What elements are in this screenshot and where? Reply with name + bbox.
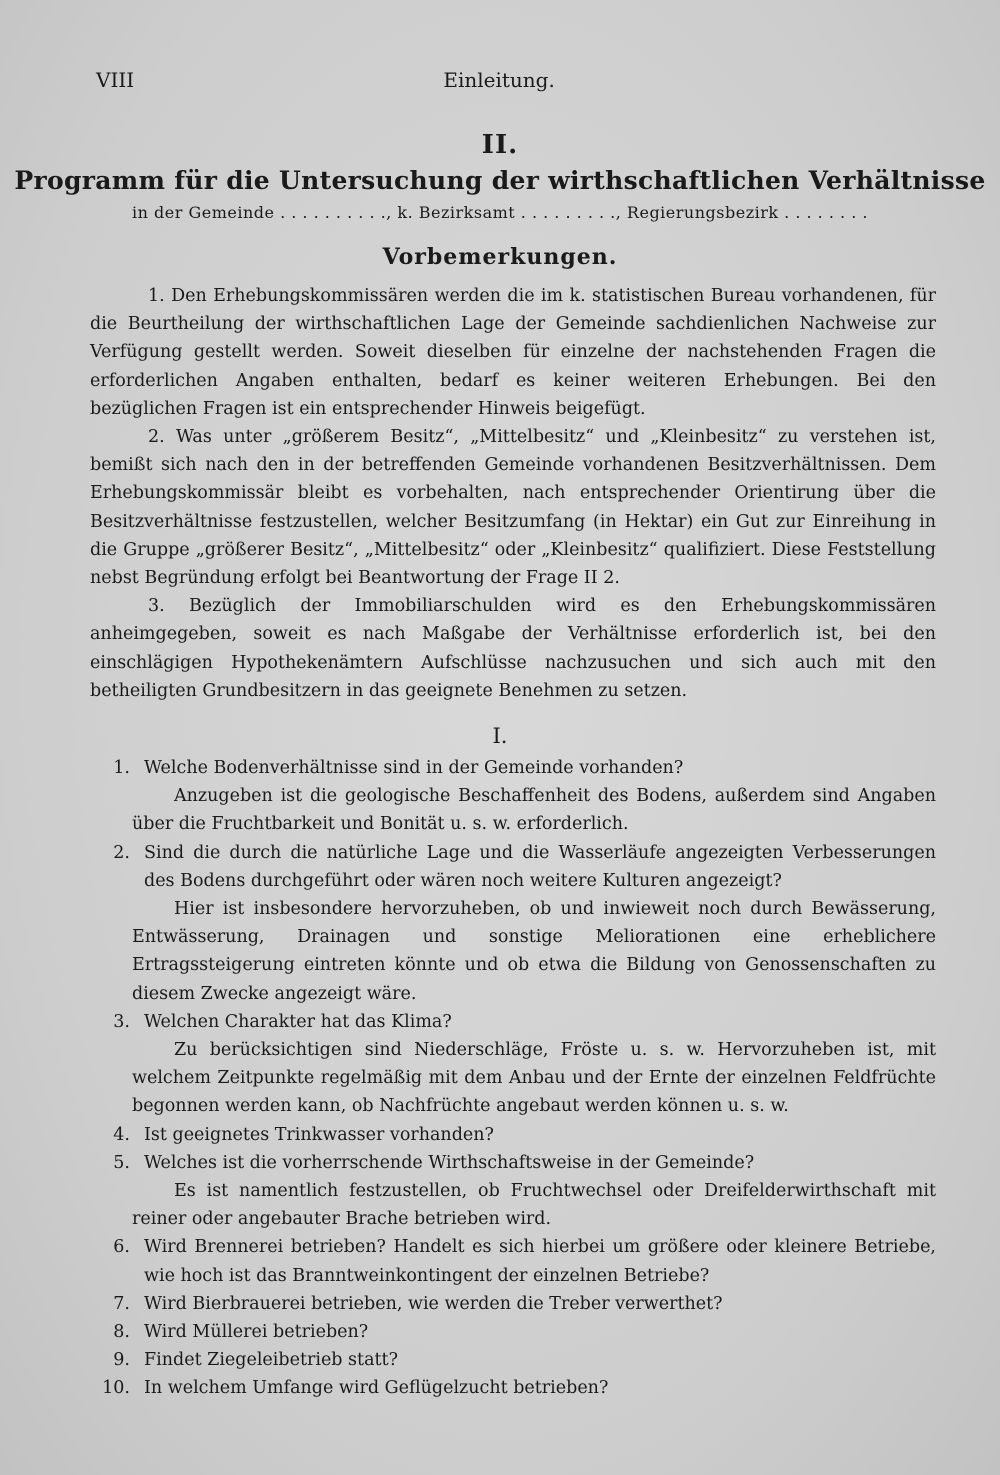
question-note: Anzugeben ist die geologische Beschaffenheit des Bodens, außerdem sind Angaben über die Fruchtbarkeit und Bonität u. s. w. erforderlich.: [132, 786, 936, 835]
preliminary-remarks: [90, 282, 936, 705]
question-item: [90, 1290, 936, 1318]
question-text: Wird Bierbrauerei betrieben, wie werden die Treber verwerthet?: [144, 1293, 723, 1314]
part-heading: I.: [492, 724, 508, 748]
question-text: Wird Brennerei betrieben? Handelt es sich hierbei um größere oder kleinere Betriebe, wie hoch ist das Branntweinkontingent der einzelnen Betriebe?: [144, 1237, 936, 1286]
section-number: II.: [481, 130, 519, 160]
running-title: Einleitung.: [443, 68, 555, 92]
question-item: [90, 1121, 936, 1149]
page-number: VIII: [96, 68, 135, 92]
question-number: 3.: [113, 1011, 130, 1032]
preliminary-paragraph: 2. Was unter „größerem Besitz“, „Mittelbesitz“ und „Kleinbesitz“ zu verstehen ist, bemißt sich nach den in der betreffenden Gemeinde vorhandenen Besitzverhältnissen. Dem Erhebungskommissär bleibt es vorbehalten, nach entsprechender Orientirung über die Besitzverhältnisse festzustellen, welcher Besitzumfang (in Hektar) ein Gut zur Einreihung in die Gruppe „größerer Besitz“, „Mittelbesitz“ oder „Kleinbesitz“ qualifiziert. Diese Feststellung nebst Begründung erfolgt bei Beantwortung der Frage II 2.: [90, 427, 936, 589]
document-title: Programm für die Untersuchung der wirthschaftlichen Verhältnisse: [14, 166, 986, 195]
question-number: 7.: [113, 1293, 130, 1314]
question-text: Welchen Charakter hat das Klima?: [144, 1011, 452, 1032]
question-number: 2.: [113, 842, 130, 863]
preliminary-heading: Vorbemerkungen.: [382, 244, 618, 270]
question-number: 8.: [113, 1322, 130, 1343]
preliminary-paragraph: 3. Bezüglich der Immobiliarschulden wird es den Erhebungskommissären anheimgegeben, soweit es nach Maßgabe der Verhältnisse erforderlich ist, bei den einschlägigen Hypothekenämtern Aufschlüsse nachzusuchen und sich auch mit den betheiligten Grundbesitzern in das geeignete Benehmen zu setzen.: [90, 596, 936, 701]
question-number: 4.: [113, 1124, 130, 1145]
question-item: [90, 1149, 936, 1234]
question-text: Ist geeignetes Trinkwasser vorhanden?: [144, 1124, 494, 1145]
question-item: [90, 839, 936, 1008]
question-item: [90, 1374, 936, 1402]
question-number: 1.: [113, 758, 130, 778]
preliminary-paragraph: 1. Den Erhebungskommissären werden die im k. statistischen Bureau vorhandenen, für die Beurtheilung der wirthschaftlichen Lage der Gemeinde sachdienlichen Nachweise zur Verfügung gestellt werden. Soweit dieselben für einzelne der nachstehenden Fragen die erforderlichen Angaben enthalten, bedarf es keiner weiteren Erhebungen. Bei den bezüglichen Fragen ist ein entsprechender Hinweis beigefügt.: [90, 286, 936, 419]
question-item: [90, 1008, 936, 1121]
question-item: [90, 754, 936, 839]
question-text: Welche Bodenverhältnisse sind in der Gemeinde vorhanden?: [144, 758, 684, 778]
question-number: 9.: [113, 1350, 130, 1371]
question-item: [90, 1318, 936, 1346]
question-text: Welches ist die vorherrschende Wirthschaftsweise in der Gemeinde?: [144, 1152, 755, 1173]
question-text: In welchem Umfange wird Geflügelzucht betrieben?: [144, 1378, 609, 1399]
question-number: 6.: [113, 1237, 130, 1258]
question-number: 10.: [102, 1378, 130, 1399]
document-subtitle: in der Gemeinde . . . . . . . . . ., k. Bezirksamt . . . . . . . . ., Regierungsbezirk . . . . . . . .: [132, 203, 868, 222]
question-item: [90, 1233, 936, 1289]
question-text: Wird Müllerei betrieben?: [144, 1322, 369, 1343]
question-note: Zu berücksichtigen sind Niederschläge, Fröste u. s. w. Hervorzuheben ist, mit welchem Zeitpunkte regelmäßig mit dem Anbau und der Ernte der einzelnen Feldfrüchte begonnen werden kann, ob Nachfrüchte angebaut werden können u. s. w.: [132, 1040, 936, 1117]
question-item: [90, 1346, 936, 1374]
question-list: [90, 754, 936, 1403]
question-text: Sind die durch die natürliche Lage und die Wasserläufe angezeigten Verbesserungen des Bodens durchgeführt oder wären noch weitere Kulturen angezeigt?: [144, 842, 936, 891]
question-text: Findet Ziegeleibetrieb statt?: [144, 1350, 398, 1371]
question-note: Es ist namentlich festzustellen, ob Fruchtwechsel oder Dreifelderwirthschaft mit reiner oder angebauter Brache betrieben wird.: [132, 1181, 936, 1230]
running-head: [96, 68, 904, 92]
question-note: Hier ist insbesondere hervorzuheben, ob und inwieweit noch durch Bewässerung, Entwässerung, Drainagen und sonstige Meliorationen eine erheblichere Ertragssteigerung eintreten könnte und ob etwa die Bildung von Genossenschaften zu diesem Zwecke angezeigt wäre.: [132, 899, 936, 1004]
question-number: 5.: [113, 1152, 130, 1173]
